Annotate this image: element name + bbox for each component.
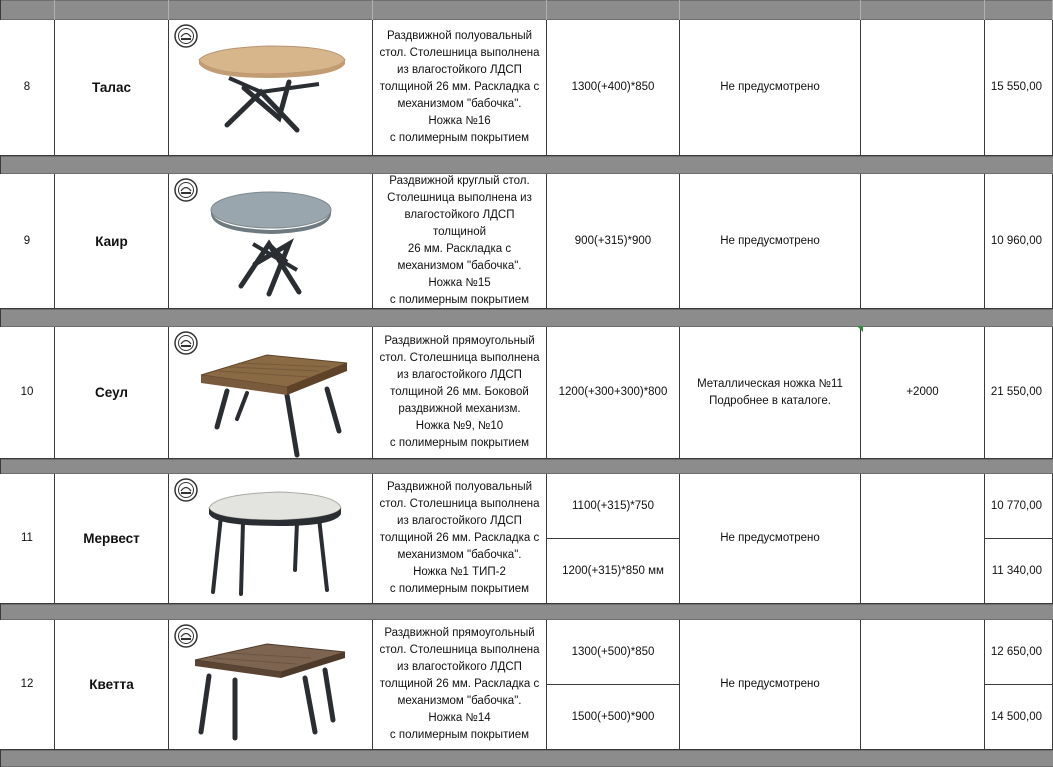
grid-column-line (679, 0, 680, 20)
price-cell-text: 10 960,00 (990, 234, 1042, 247)
surcharge-text: +2000 (906, 386, 939, 398)
price-cell (985, 327, 1053, 459)
price-cell-text: 11 340,00 (991, 564, 1042, 577)
product-name-text: Талас (91, 80, 131, 95)
size-cell (547, 174, 680, 309)
leg-option-text: Не предусмотрено (720, 234, 820, 247)
price-cell-text: 15 550,00 (990, 81, 1042, 93)
product-description-text: Раздвижной прямоугольный стол. Столешница выполнена из влагостойкого ЛДСП толщиной 26 мм. Раскладка с механизмом "бабочка". Ножка №14 с полимерным покрытием (379, 627, 540, 741)
grid-column-line (860, 0, 861, 20)
row-separator (0, 309, 1053, 327)
row-separator (0, 750, 1053, 767)
leg-option-text: Не предусмотрено (720, 532, 820, 544)
product-description-text: Раздвижной круглый стол. Столешница выполнена из влагостойкого ЛДСП толщиной 26 мм. Раскладка с механизмом "бабочка". Ножка №15 с полимерным покрытием (387, 175, 532, 306)
size-cell-text: 1300(+400)*850 (571, 81, 655, 93)
oval-table-cross-legs-image (169, 20, 373, 156)
size-cell (547, 20, 680, 156)
size-cell (547, 474, 680, 539)
price-cell (985, 539, 1053, 604)
size-cell-text: 1500(+500)*900 (571, 710, 655, 723)
price-cell-text: 12 650,00 (990, 645, 1042, 658)
leg-option (680, 174, 861, 309)
product-name-text: Мервест (83, 531, 140, 546)
grid-column-line (372, 0, 373, 20)
price-cell-text: 21 550,00 (990, 386, 1042, 398)
size-cell-text: 1200(+300+300)*800 (558, 386, 668, 398)
row-number-text: 11 (21, 532, 33, 544)
row-number (0, 474, 55, 604)
grid-column-line (984, 0, 985, 20)
row-number (0, 20, 55, 156)
product-description (373, 327, 547, 459)
row-number-text: 12 (20, 678, 34, 690)
price-cell (985, 174, 1053, 309)
row-number (0, 620, 55, 750)
leg-option-text: Не предусмотрено (720, 678, 820, 690)
surcharge (861, 20, 985, 156)
product-name-text: Сеул (95, 385, 128, 400)
price-cell (985, 20, 1053, 156)
price-cell (985, 620, 1053, 685)
price-cell (985, 474, 1053, 539)
rectangular-table-angled-legs-image (169, 327, 373, 459)
product-description (373, 474, 547, 604)
size-cell-text: 900(+315)*900 (574, 234, 652, 247)
row-number (0, 174, 55, 309)
size-cell (547, 685, 680, 750)
size-cell-text: 1300(+500)*850 (571, 645, 655, 658)
product-name (55, 474, 169, 604)
surcharge (861, 327, 985, 459)
grid-column-line (168, 0, 169, 20)
leg-option (680, 20, 861, 156)
size-cell (547, 539, 680, 604)
size-cell-text: 1100(+315)*750 (572, 499, 654, 512)
product-name (55, 174, 169, 309)
product-description (373, 174, 547, 309)
grid-column-line (54, 0, 55, 20)
light-table-straight-legs-image (169, 474, 373, 604)
size-cell (547, 620, 680, 685)
product-name (55, 620, 169, 750)
product-description (373, 20, 547, 156)
row-number (0, 327, 55, 459)
product-description-text: Раздвижной полуовальный стол. Столешница выполнена из влагостойкого ЛДСП толщиной 26 мм. Раскладка с механизмом "бабочка". Ножка №16 с полимерным покрытием (379, 30, 540, 144)
surcharge (861, 620, 985, 750)
wood-table-straight-legs-image (169, 620, 373, 750)
leg-option-text: Не предусмотрено (720, 81, 820, 93)
price-cell (985, 685, 1053, 750)
leg-option (680, 327, 861, 459)
leg-option (680, 474, 861, 604)
row-number-text: 9 (23, 234, 31, 247)
surcharge (861, 174, 985, 309)
product-description-text: Раздвижной полуовальный стол. Столешница выполнена из влагостойкого ЛДСП толщиной 26 мм. Раскладка с механизмом "бабочка". Ножка №1 ТИП-2 с полимерным покрытием (379, 481, 540, 595)
row-number-text: 10 (20, 386, 34, 398)
row-separator (0, 604, 1053, 620)
comment-indicator (857, 326, 863, 332)
row-number-text: 8 (23, 81, 31, 93)
product-description-text: Раздвижной прямоугольный стол. Столешница выполнена из влагостойкого ЛДСП толщиной 26 мм. Боковой раздвижной механизм. Ножка №9, №10 с полимерным покрытием (379, 335, 540, 449)
product-name-text: Кветта (89, 677, 134, 692)
grid-column-line (546, 0, 547, 20)
product-name (55, 327, 169, 459)
product-name (55, 20, 169, 156)
price-cell-text: 10 770,00 (990, 499, 1042, 512)
size-cell (547, 327, 680, 459)
product-description (373, 620, 547, 750)
size-cell-text: 1200(+315)*850 мм (562, 564, 664, 577)
leg-option (680, 620, 861, 750)
row-separator (0, 0, 1053, 20)
row-separator (0, 156, 1053, 174)
price-cell-text: 14 500,00 (990, 710, 1042, 723)
leg-option-text: Металлическая ножка №11 Подробнее в каталоге. (697, 377, 843, 407)
product-name-text: Каир (95, 233, 128, 249)
round-table-cross-legs-image (169, 174, 373, 309)
row-separator (0, 459, 1053, 474)
surcharge (861, 474, 985, 604)
